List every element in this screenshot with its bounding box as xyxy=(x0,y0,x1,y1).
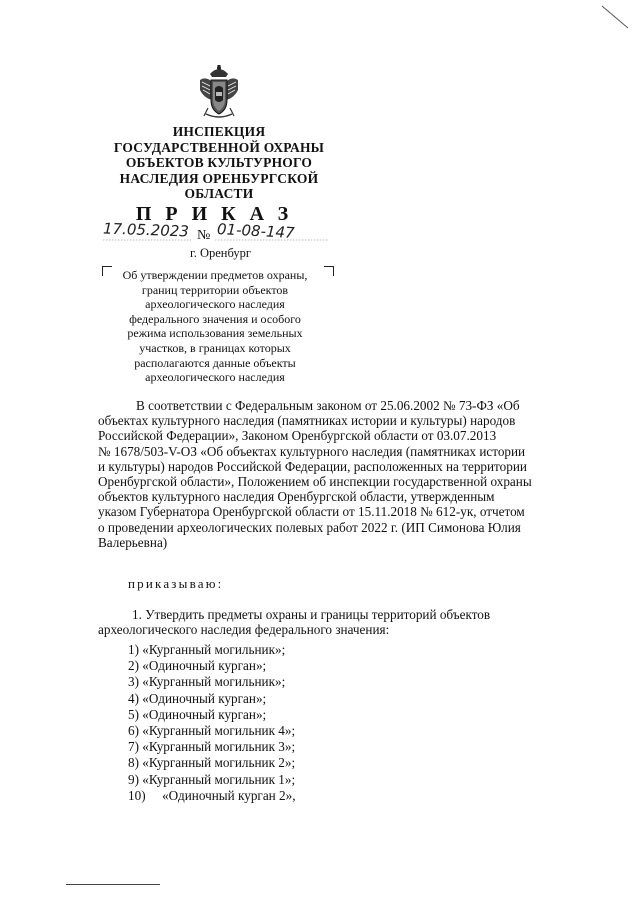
number-sign: № xyxy=(197,228,211,243)
list-item-number: 6) xyxy=(128,723,139,739)
list-item-number: 4) xyxy=(128,690,139,706)
item-line: 1. Утвердить предметы охраны и границы территорий объектов xyxy=(132,607,491,622)
subject-line: археологического наследия xyxy=(145,370,285,385)
list-item-text: «Курганный могильник 2»; xyxy=(142,755,296,771)
list-item xyxy=(128,658,296,674)
paragraph-line: Валерьевна) xyxy=(98,534,168,550)
org-line: ОБЛАСТИ xyxy=(184,186,254,201)
list-item-text: «Курганный могильник 4»; xyxy=(142,723,296,739)
list-item-text: «Одиночный курган»; xyxy=(142,658,267,674)
date-number-underline xyxy=(103,238,328,242)
list-item-number: 2) xyxy=(128,658,139,674)
coat-of-arms-emblem xyxy=(196,64,242,120)
subject-bracket-right xyxy=(324,266,334,276)
list-item-number: 7) xyxy=(128,739,139,755)
subject-line: Об утверждении предметов охраны, xyxy=(122,268,308,282)
list-item xyxy=(128,691,296,707)
scan-artifact-line xyxy=(600,4,630,30)
list-item-text: «Одиночный курган»; xyxy=(142,706,267,722)
paragraph-line: объектах культурного наследия (памятниках истории и культуры) народов xyxy=(98,413,516,429)
list-item-number: 1) xyxy=(128,642,139,657)
paragraph-line: объектов культурного наследия Оренбургской области, утвержденным xyxy=(98,489,495,505)
heritage-objects-list xyxy=(128,642,296,804)
item-line: археологического наследия федерального значения: xyxy=(98,622,390,638)
org-line: ГОСУДАРСТВЕННОЙ ОХРАНЫ xyxy=(113,139,325,155)
list-item-text: «Одиночный курган»; xyxy=(142,690,267,706)
list-item-number: 3) xyxy=(128,674,139,690)
organization-header xyxy=(100,124,338,202)
org-line: НАСЛЕДИЯ ОРЕНБУРГСКОЙ xyxy=(119,170,319,186)
paragraph-line: и культуры) народов Российской Федерации, расположенных на территории xyxy=(98,458,527,474)
list-item-text: «Курганный могильник 1»; xyxy=(142,771,296,787)
subject-line: режима использования земельных xyxy=(127,326,303,341)
list-item xyxy=(128,707,296,723)
subject-line: располагаются данные объекты xyxy=(134,355,296,370)
handwritten-number: 01-08-147 xyxy=(216,219,296,243)
order-item-1 xyxy=(98,607,578,637)
list-item xyxy=(128,788,296,804)
list-item xyxy=(128,642,296,658)
handwritten-date: 17.05.2023 xyxy=(102,219,190,241)
org-line: ИНСПЕКЦИЯ xyxy=(172,124,266,139)
list-item-text: «Курганный могильник 3»; xyxy=(142,739,296,755)
paragraph-line: указом Губернатора Оренбургской области от 15.11.2018 № 612-ук, отчетом xyxy=(98,504,525,520)
subject-line: федерального значения и особого xyxy=(129,311,301,326)
list-item-number: 10) xyxy=(128,787,146,803)
list-item-text: «Курганный могильник»; xyxy=(142,674,286,690)
list-item-text: «Одиночный курган 2», xyxy=(162,787,296,803)
paragraph-line: Оренбургской области», Положением об инспекции государственной охраны xyxy=(98,474,532,490)
city-name: г. Оренбург xyxy=(190,246,251,260)
order-subject xyxy=(104,268,326,385)
order-word: приказываю: xyxy=(128,576,224,591)
list-item-number: 8) xyxy=(128,755,139,771)
document-type-title: ПРИКАЗ xyxy=(135,203,303,225)
subject-bracket-left xyxy=(102,266,112,276)
paragraph-line: Российской Федерации», Законом Оренбургской области от 03.07.2013 xyxy=(98,428,497,444)
list-item-number: 5) xyxy=(128,706,139,722)
list-item xyxy=(128,739,296,755)
paragraph-line: о проведении археологических полевых работ 2022 г. (ИП Симонова Юлия xyxy=(98,519,521,535)
preamble-paragraph xyxy=(98,398,578,550)
list-item-number: 9) xyxy=(128,771,139,787)
org-line: ОБЪЕКТОВ КУЛЬТУРНОГО xyxy=(125,155,313,170)
list-item xyxy=(128,674,296,690)
paragraph-line: № 1678/503-V-ОЗ «Об объектах культурного наследия (памятниках истории xyxy=(98,443,526,459)
paragraph-line: В соответствии с Федеральным законом от 25.06.2002 № 73-ФЗ «Об xyxy=(136,398,520,413)
subject-line: участков, в границах которых xyxy=(139,340,291,355)
list-item-text: «Курганный могильник»; xyxy=(142,642,286,657)
subject-line: границ территории объектов xyxy=(141,282,289,297)
subject-line: археологического наследия xyxy=(145,297,285,312)
list-item xyxy=(128,772,296,788)
footer-divider xyxy=(66,884,160,885)
list-item xyxy=(128,723,296,739)
list-item xyxy=(128,755,296,771)
